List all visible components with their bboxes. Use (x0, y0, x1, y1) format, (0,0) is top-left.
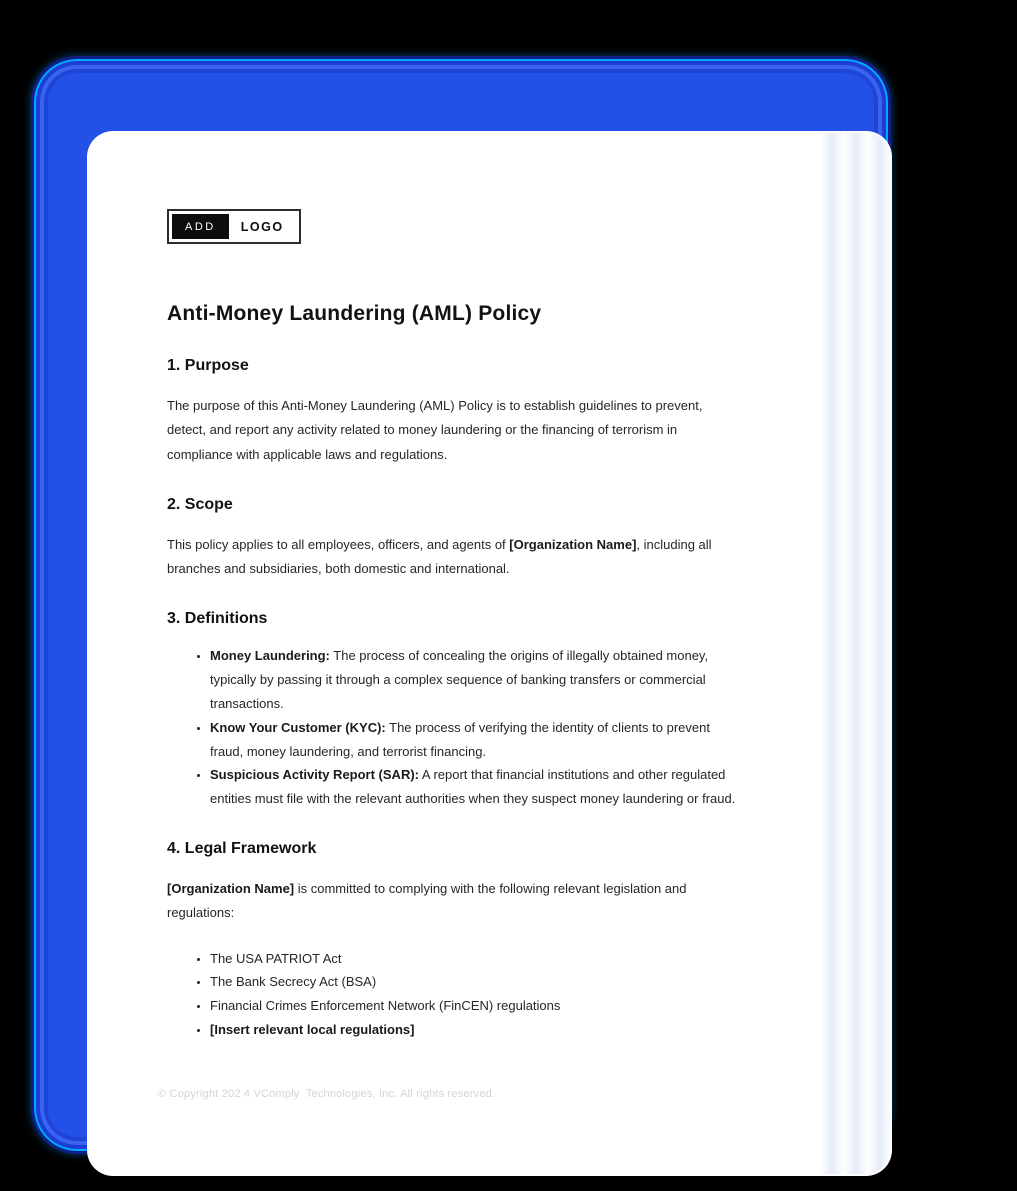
bold-text-run: Know Your Customer (KYC): (210, 719, 386, 735)
section-heading: 4. Legal Framework (167, 840, 317, 858)
bold-text-run: Suspicious Activity Report (SAR): (210, 767, 419, 783)
text-run: The process of concealing the origins of illegally obtained money, typically by passing it through a complex sequence of banking transfers or commercial transactions. (210, 648, 709, 712)
section-heading: 3. Definitions (167, 610, 268, 628)
list-item (210, 970, 745, 994)
text-run: , including all branches and subsidiaries, both domestic and international. (167, 536, 712, 577)
text-run: Financial Crimes Enforcement Network (FinCEN) regulations (210, 998, 561, 1014)
document-page (87, 131, 892, 1176)
paragraph (167, 877, 745, 926)
text-run: The purpose of this Anti-Money Laundering (AML) Policy is to establish guidelines to prevent, detect, and report any activity related to money laundering or the financing of terrorism in compliance with applicable laws and regulations. (167, 398, 703, 462)
add-logo-add-label: ADD (172, 214, 229, 239)
copyright-footer: © Copyright 202 4 VComply Technologies, Inc. All rights reserved. (158, 1088, 496, 1100)
bold-text-run: [Insert relevant local regulations] (210, 1022, 415, 1038)
add-logo-placeholder[interactable] (167, 209, 301, 244)
bullet-list (167, 644, 745, 811)
paragraph (167, 533, 745, 582)
text-run: is committed to complying with the following relevant legislation and regulations: (167, 881, 687, 921)
stacked-pages-effect (820, 133, 890, 1174)
bold-text-run: Money Laundering: (210, 648, 330, 664)
section-heading: 2. Scope (167, 495, 233, 513)
list-item (210, 644, 745, 715)
paragraph (167, 394, 745, 467)
document-content (167, 209, 745, 1068)
bold-text-run: [Organization Name] (509, 536, 637, 552)
text-run: The process of verifying the identity of clients to prevent fraud, money laundering, and terrorist financing. (210, 719, 710, 759)
text-run: The USA PATRIOT Act (210, 950, 342, 966)
document-title: Anti-Money Laundering (AML) Policy (167, 302, 542, 325)
text-run: This policy applies to all employees, officers, and agents of (167, 536, 510, 552)
list-item (210, 994, 745, 1018)
list-item (210, 763, 745, 811)
bold-text-run: [Organization Name] (167, 881, 295, 897)
document-body (167, 300, 745, 1042)
list-item (210, 1018, 745, 1042)
list-item (210, 947, 745, 971)
text-run: A report that financial institutions and other regulated entities must file with the relevant authorities when they suspect money laundering or fraud. (210, 767, 736, 807)
add-logo-logo-label: LOGO (240, 219, 284, 234)
page-glow-border (31, 56, 891, 1154)
bullet-list (167, 947, 745, 1042)
section-heading: 1. Purpose (167, 357, 249, 374)
list-item (210, 716, 745, 764)
text-run: The Bank Secrecy Act (BSA) (210, 974, 377, 990)
